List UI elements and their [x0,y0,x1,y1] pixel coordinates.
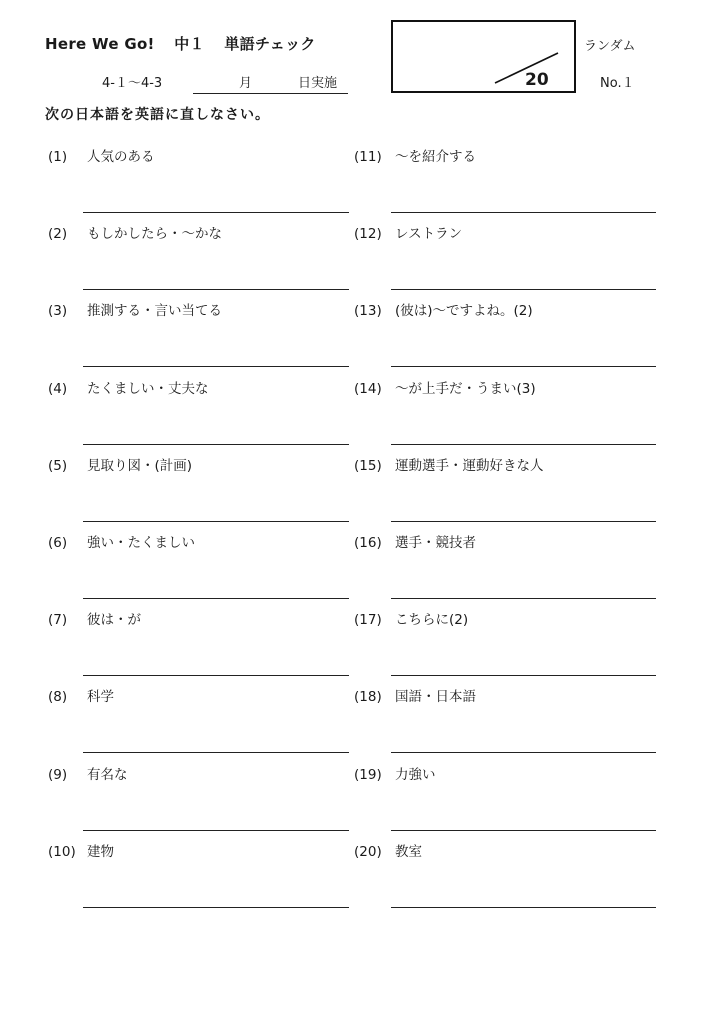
question-text: レストラン [395,226,463,243]
answer-line[interactable] [83,907,349,908]
question-item [354,763,436,783]
answer-line[interactable] [391,907,656,908]
answer-line[interactable] [391,366,656,367]
answer-line[interactable] [391,675,656,676]
question-number: (10) [48,843,76,860]
question-text: もしかしたら・～かな [87,226,222,243]
question-number: (16) [354,535,382,551]
question-text: 建物 [87,843,114,860]
answer-line[interactable] [83,598,349,599]
score-slash [393,22,578,95]
answer-line[interactable] [83,444,349,445]
question-text: (彼は)～ですよね。(2) [395,303,533,320]
answer-line[interactable] [83,752,349,753]
question-text: 運動選手・運動好きな人 [395,457,544,474]
question-item [48,608,141,628]
answer-line[interactable] [83,830,349,831]
score-total: 20 [525,70,549,90]
question-text: 国語・日本語 [395,689,476,706]
answer-line[interactable] [391,212,656,213]
answer-line[interactable] [391,444,656,445]
question-item [354,299,533,319]
question-number: (4) [48,380,68,397]
question-item [354,222,462,242]
question-item [48,454,192,474]
question-text: 選手・競技者 [395,535,476,551]
question-text: 彼は・が [87,612,141,629]
answer-line[interactable] [83,366,349,367]
question-item [48,763,128,783]
question-number: (3) [48,303,68,320]
question-text: ～が上手だ・うまい(3) [395,380,536,397]
title-grade: 中１ [174,35,205,53]
question-item [354,377,536,397]
question-number: (1) [48,149,68,165]
question-text: 強い・たくましい [87,535,195,551]
question-number: (14) [354,380,382,397]
question-number: (15) [354,457,382,474]
question-text: こちらに(2) [395,612,469,629]
question-number: (11) [354,149,382,165]
mode-label: ランダム [584,39,636,54]
answer-line[interactable] [391,830,656,831]
question-text: 有名な [87,766,128,783]
answer-line[interactable] [391,521,656,522]
instruction: 次の日本語を英語に直しなさい。 [45,107,270,123]
question-item [354,145,476,165]
question-text: 教室 [395,843,422,860]
question-item [48,299,222,319]
question-item [48,685,114,705]
question-number: (5) [48,457,68,474]
answer-line[interactable] [83,289,349,290]
question-text: 人気のある [87,149,155,165]
question-text: 見取り図・(計画) [87,457,193,474]
question-number: (18) [354,689,382,706]
question-number: (2) [48,226,68,243]
day-label: 日実施 [298,76,338,91]
question-number: (8) [48,689,68,706]
worksheet-title [45,33,330,54]
question-number: (6) [48,535,68,551]
month-label: 月 [239,76,253,91]
answer-line[interactable] [83,675,349,676]
question-item [48,840,114,860]
question-number: (13) [354,303,382,320]
answer-line[interactable] [83,521,349,522]
question-number: (7) [48,612,68,629]
answer-line[interactable] [391,598,656,599]
answer-line[interactable] [391,752,656,753]
question-item [354,531,476,551]
date-underline [193,93,348,94]
question-text: たくましい・丈夫な [87,380,209,397]
question-item [354,840,422,860]
title-check: 単語チェック [224,35,316,53]
question-number: (17) [354,612,382,629]
question-number: (20) [354,843,382,860]
question-item [48,377,209,397]
question-text: 科学 [87,689,114,706]
sheet-number: No.１ [600,76,635,91]
question-text: 推測する・言い当てる [87,303,222,320]
question-item [354,608,468,628]
question-number: (12) [354,226,382,243]
question-text: ～を紹介する [395,149,476,165]
unit-range: 4-１～4-3 [102,76,163,91]
answer-line[interactable] [83,212,349,213]
question-item [354,685,476,705]
question-number: (9) [48,766,68,783]
title-book: Here We Go! [45,35,155,53]
answer-line[interactable] [391,289,656,290]
question-number: (19) [354,766,382,783]
question-text: 力強い [395,766,436,783]
question-item [48,222,222,242]
question-item [354,454,544,474]
question-item [48,531,195,551]
question-item [48,145,155,165]
